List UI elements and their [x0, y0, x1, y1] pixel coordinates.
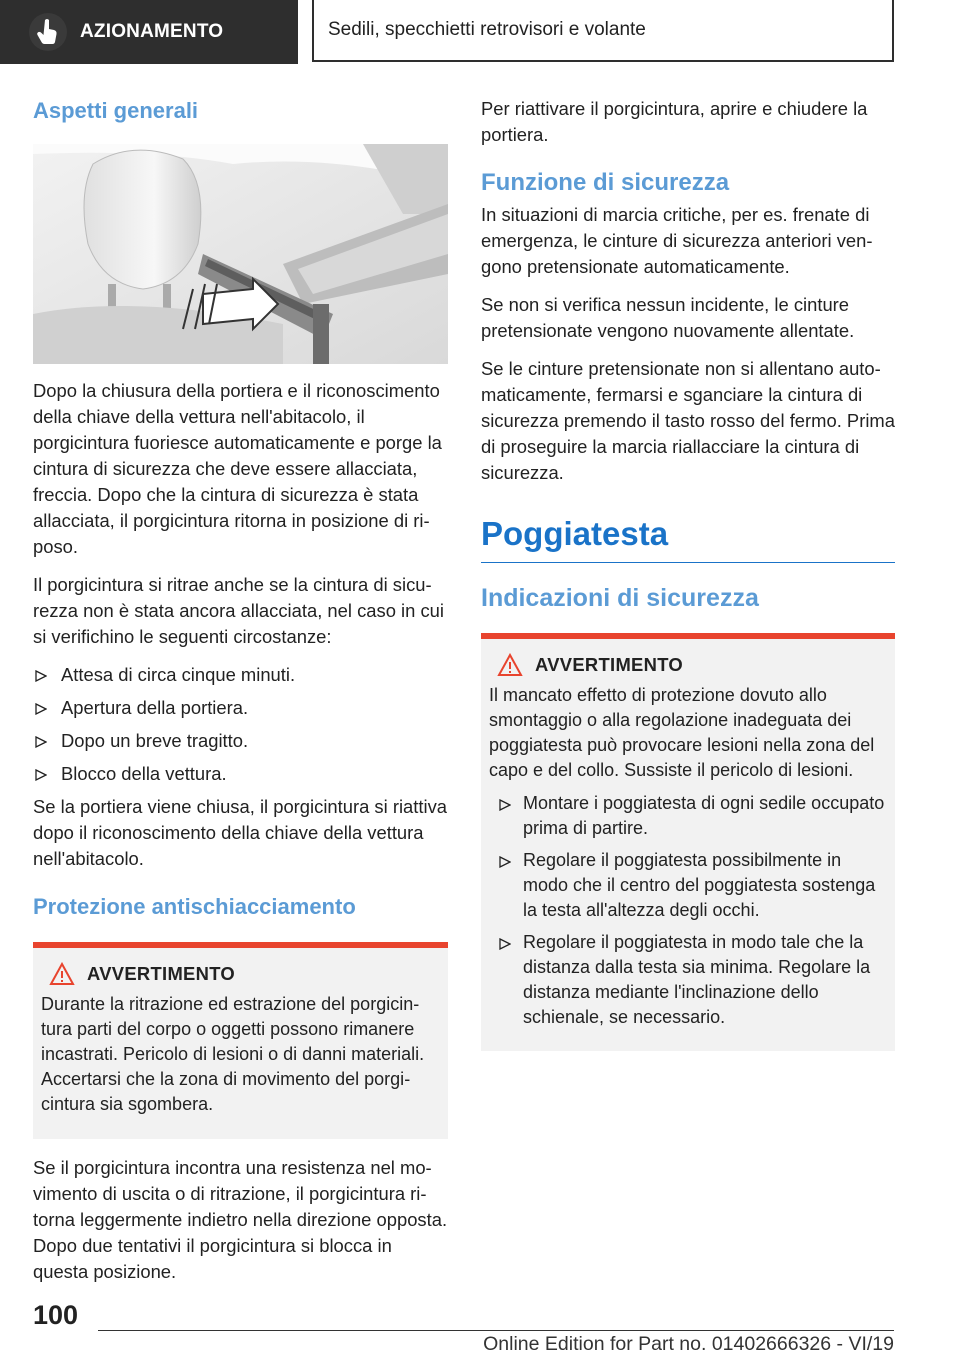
paragraph: Per riattivare il porgicintura, aprire e chiudere la portiera. [481, 98, 868, 145]
paragraph: Se non si verifica nessun incidente, le cinture pretensionate vengono nuovamente allentate. [481, 294, 855, 341]
list-item: Dopo un breve tragitto. [33, 728, 448, 754]
triangle-bullet-icon [35, 670, 47, 682]
triangle-bullet-icon [35, 703, 47, 715]
triangle-bullet-icon [499, 799, 511, 811]
hand-pointer-icon [28, 12, 68, 52]
warning-title: AVVERTIMENTO [87, 963, 236, 984]
list-item: Regolare il poggiatesta in modo tale che la distanza dalla testa sia minima. Regolare la distanza mediante l'inclinazione dello schienale, se necessario. [489, 930, 887, 1030]
triangle-bullet-icon [35, 769, 47, 781]
triangle-bullet-icon [499, 938, 511, 950]
warning-box [33, 942, 448, 1139]
list-item: Regolare il poggiatesta possibilmente in modo che il centro del poggiatesta sostenga la testa all'altezza degli occhi. [489, 848, 887, 923]
list-item: Apertura della portiera. [33, 695, 448, 721]
paragraph: Se la portiera viene chiusa, il porgicintura si riattiva dopo il riconoscimento della chiave della vettura nell'abitacolo. [33, 796, 447, 869]
left-column [33, 96, 448, 1297]
list-item: Montare i poggiatesta di ogni sedile occupato prima di partire. [489, 791, 887, 841]
triangle-bullet-icon [35, 736, 47, 748]
heading-safety-function: Funzione di sicurezza [481, 169, 730, 196]
warning-triangle-icon [497, 653, 523, 677]
paragraph: Se il porgicintura incontra una resistenza nel movimento di uscita o di ritrazione, il porgicintura ritorna leggermente indietro nella direzione opposta. Dopo due tentativi il porgicintura si blocca in questa posizione. [33, 1157, 448, 1282]
paragraph: Se le cinture pretensionate non si allentano automaticamente, fermarsi e sganciare la cintura di sicurezza premendo il tasto rosso del fermo. Prima di proseguire la marcia riallacciare la cintura di sicurezza. [481, 358, 895, 483]
heading-headrest: Poggiatesta [481, 515, 669, 552]
warning-text: Durante la ritrazione ed estrazione del porgicintura parti del corpo o oggetti possono rimanere incastrati. Pericolo di lesioni o di danni materiali. Accertarsi che la zona di movimento del porgicintura sia sgombera. [41, 994, 425, 1114]
right-column [481, 96, 895, 1067]
headrest-instructions-list [489, 791, 887, 1030]
list-item: Blocco della vettura. [33, 761, 448, 787]
section-title: AZIONAMENTO [80, 21, 224, 42]
paragraph: In situazioni di marcia critiche, per es. frenate di emergenza, le cinture di sicurezza anteriori vengono pretensionate automaticamente. [481, 204, 873, 277]
warning-title: AVVERTIMENTO [535, 654, 684, 675]
heading-pinch-protection: Protezione antischiacciamento [33, 894, 356, 919]
seatbelt-presenter-illustration [33, 144, 448, 364]
header-section-tab [0, 0, 298, 64]
warning-text: Il mancato effetto di protezione dovuto allo smontaggio o alla regolazione inadeguata dei poggiatesta può provocare lesioni nella zona del capo e del collo. Sussiste il pericolo di lesioni. [489, 685, 875, 780]
circumstances-list [33, 662, 448, 787]
heading-safety-indications: Indicazioni di sicurezza [481, 584, 759, 612]
footer-rule [98, 1330, 894, 1331]
paragraph: Il porgicintura si ritrae anche se la cintura di sicurezza non è stata ancora allacciata, nel caso in cui si verifichino le seguenti circostanze: [33, 574, 444, 647]
warning-box [481, 633, 895, 1051]
warning-header [41, 962, 440, 986]
page-number: 100 [33, 1300, 79, 1330]
heading-general: Aspetti generali [33, 98, 199, 123]
paragraph: Dopo la chiusura della portiera e il riconoscimento della chiave della vettura nell'abitacolo, il porgicintura fuoriesce automaticamente e porge la cintura di sicurezza che deve essere allacciata, freccia. Dopo che la cintura di sicurezza è stata allacciata, il porgicintura ritorna in posizione di riposo. [33, 380, 442, 557]
list-item: Attesa di circa cinque minuti. [33, 662, 448, 688]
chapter-title: Sedili, specchietti retrovisori e volante [312, 0, 894, 62]
triangle-bullet-icon [499, 856, 511, 868]
heading-rule [481, 562, 895, 563]
warning-triangle-icon [49, 962, 75, 986]
warning-header [489, 653, 887, 677]
edition-info: Online Edition for Part no. 01402666326 - VI/19 [483, 1333, 894, 1355]
